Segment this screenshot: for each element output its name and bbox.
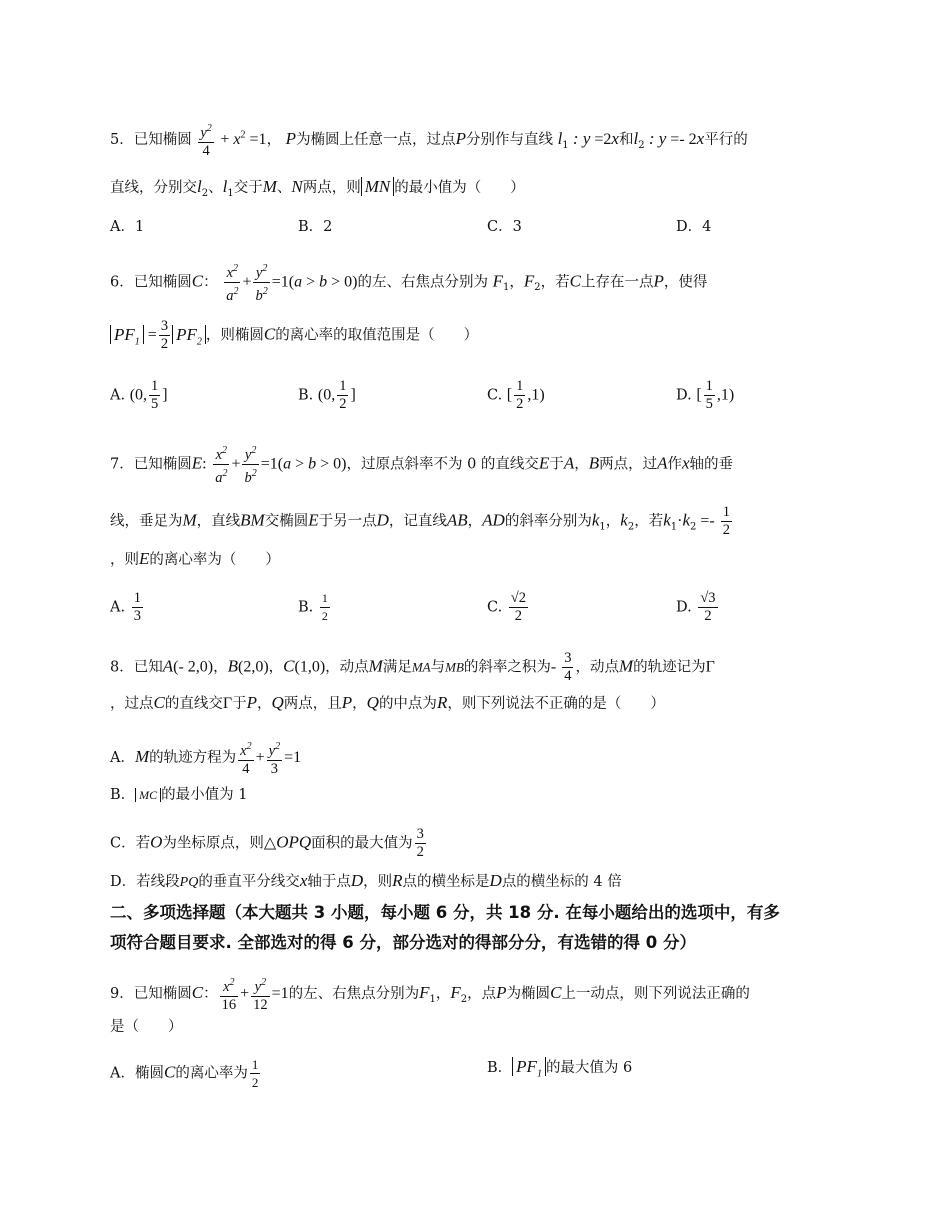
q5-line2: 直线，分别交$l_2$、$l_1$交于M、N两点，则 MN 的最小值为（ ） (110, 177, 525, 199)
q8-option-c[interactable]: C．若O为坐标原点，则△OPQ面积的最大值为 $\frac{3}{2}$ (110, 826, 424, 860)
q7-option-d[interactable]: D. $\frac{√3}{2}$ (676, 590, 716, 624)
q6-option-d[interactable]: D. [ $\frac{1}{5}$ ,1) (676, 378, 735, 412)
section2-heading-line1: 二、多项选择题（本大题共 3 小题，每小题 6 分，共 18 分. 在每小题给出的选项中，有多 (110, 903, 780, 922)
q7-option-a[interactable]: A. $\frac{1}{3}$ (110, 590, 141, 624)
q9-option-b[interactable]: B． $PF_1$ 的最大值为 6 (487, 1057, 633, 1080)
q6-option-c[interactable]: C. [ $\frac{1}{2}$ ,1) (487, 378, 545, 412)
q9-line1: 9．已知椭圆C： $\frac{x^2}{16}$ + $\frac{y^2}{12}$ =1的左、右焦点分别为$F_1$，$F_2$，点P为椭圆C上一动点，则下列说法正确的 (110, 974, 840, 1014)
q7-option-c[interactable]: C. $\frac{√2}{2}$ (487, 590, 527, 624)
q5-option-c[interactable]: C．3 (487, 219, 522, 235)
q6-line2: $PF_1$ = $\frac{3}{2}$ $PF_2$ ，则椭圆C的离心率的取值范围是（ ） (110, 318, 840, 353)
q8-option-d[interactable]: D．若线段PQ的垂直平分线交x轴于点D，则R点的横坐标是D点的横坐标的 4 倍 (110, 871, 622, 890)
q5-option-d[interactable]: D．4 (676, 219, 712, 235)
q8-option-b[interactable]: B． MC 的最小值为 1 (110, 787, 248, 803)
q7-line3: ，则E的离心率为（ ） (110, 549, 280, 568)
q5-option-b[interactable]: B．2 (298, 219, 333, 235)
q8-option-a[interactable]: A．M的轨迹方程为 $\frac{x^2}{4}$ + $\frac{y^2}{3}$ =1 (110, 738, 840, 778)
q6-line1: 6．已知椭圆C： $\frac{x^2}{a^2}$ + $\frac{y^2}{b^2}$ =1(a > b > 0)的左、右焦点分别为 $F_1$，$F_2$，若C上存在一点P，使得 (110, 260, 840, 305)
q9-line2: 是（ ） (110, 1019, 183, 1035)
q5-line1: 5．已知椭圆 $\frac{y^2}{4}$ + $x^2 =1$， P为椭圆上任意一点，过点P分别作与直线 $l_1$ : y =2x和$l_2$ : y =- 2x平行的 (110, 120, 840, 160)
q6-option-a[interactable]: A. (0, $\frac{1}{5}$ ] (110, 378, 168, 412)
section2-heading-line2: 项符合题目要求. 全部选对的得 6 分，部分选对的得部分分，有选错的得 0 分） (110, 933, 696, 952)
q9-option-a[interactable]: A．椭圆C的离心率为 $\frac{1}{2}$ (110, 1057, 259, 1090)
q7-line2: 线，垂足为M，直线BM交椭圆E于另一点D，记直线AB，AD的斜率分别为$k_1$，$k_2$，若$k_1\cdot k_2$ =- $\frac{1}{2}$ (110, 504, 730, 538)
q5-option-a[interactable]: A．1 (110, 219, 145, 235)
q6-option-b[interactable]: B. (0, $\frac{1}{2}$ ] (298, 378, 356, 412)
q8-line2: ，过点C的直线交Γ于P，Q两点，且P，Q的中点为R，则下列说法不正确的是（ ） (110, 693, 665, 712)
q7-option-b[interactable]: B. $\frac{1}{2}$ (298, 591, 328, 623)
q8-line1: 8．已知A(- 2,0)，B(2,0)，C(1,0)，动点M满足MA与MB的斜率之积为- $\frac{3}{4}$ ，动点M的轨迹记为Γ (110, 650, 715, 684)
q7-line1: 7．已知椭圆E: $\frac{x^2}{a^2}$ + $\frac{y^2}{b^2}$ =1(a > b > 0)，过原点斜率不为 0 的直线交E于A，B两点，过A作x轴的垂 (110, 442, 840, 487)
